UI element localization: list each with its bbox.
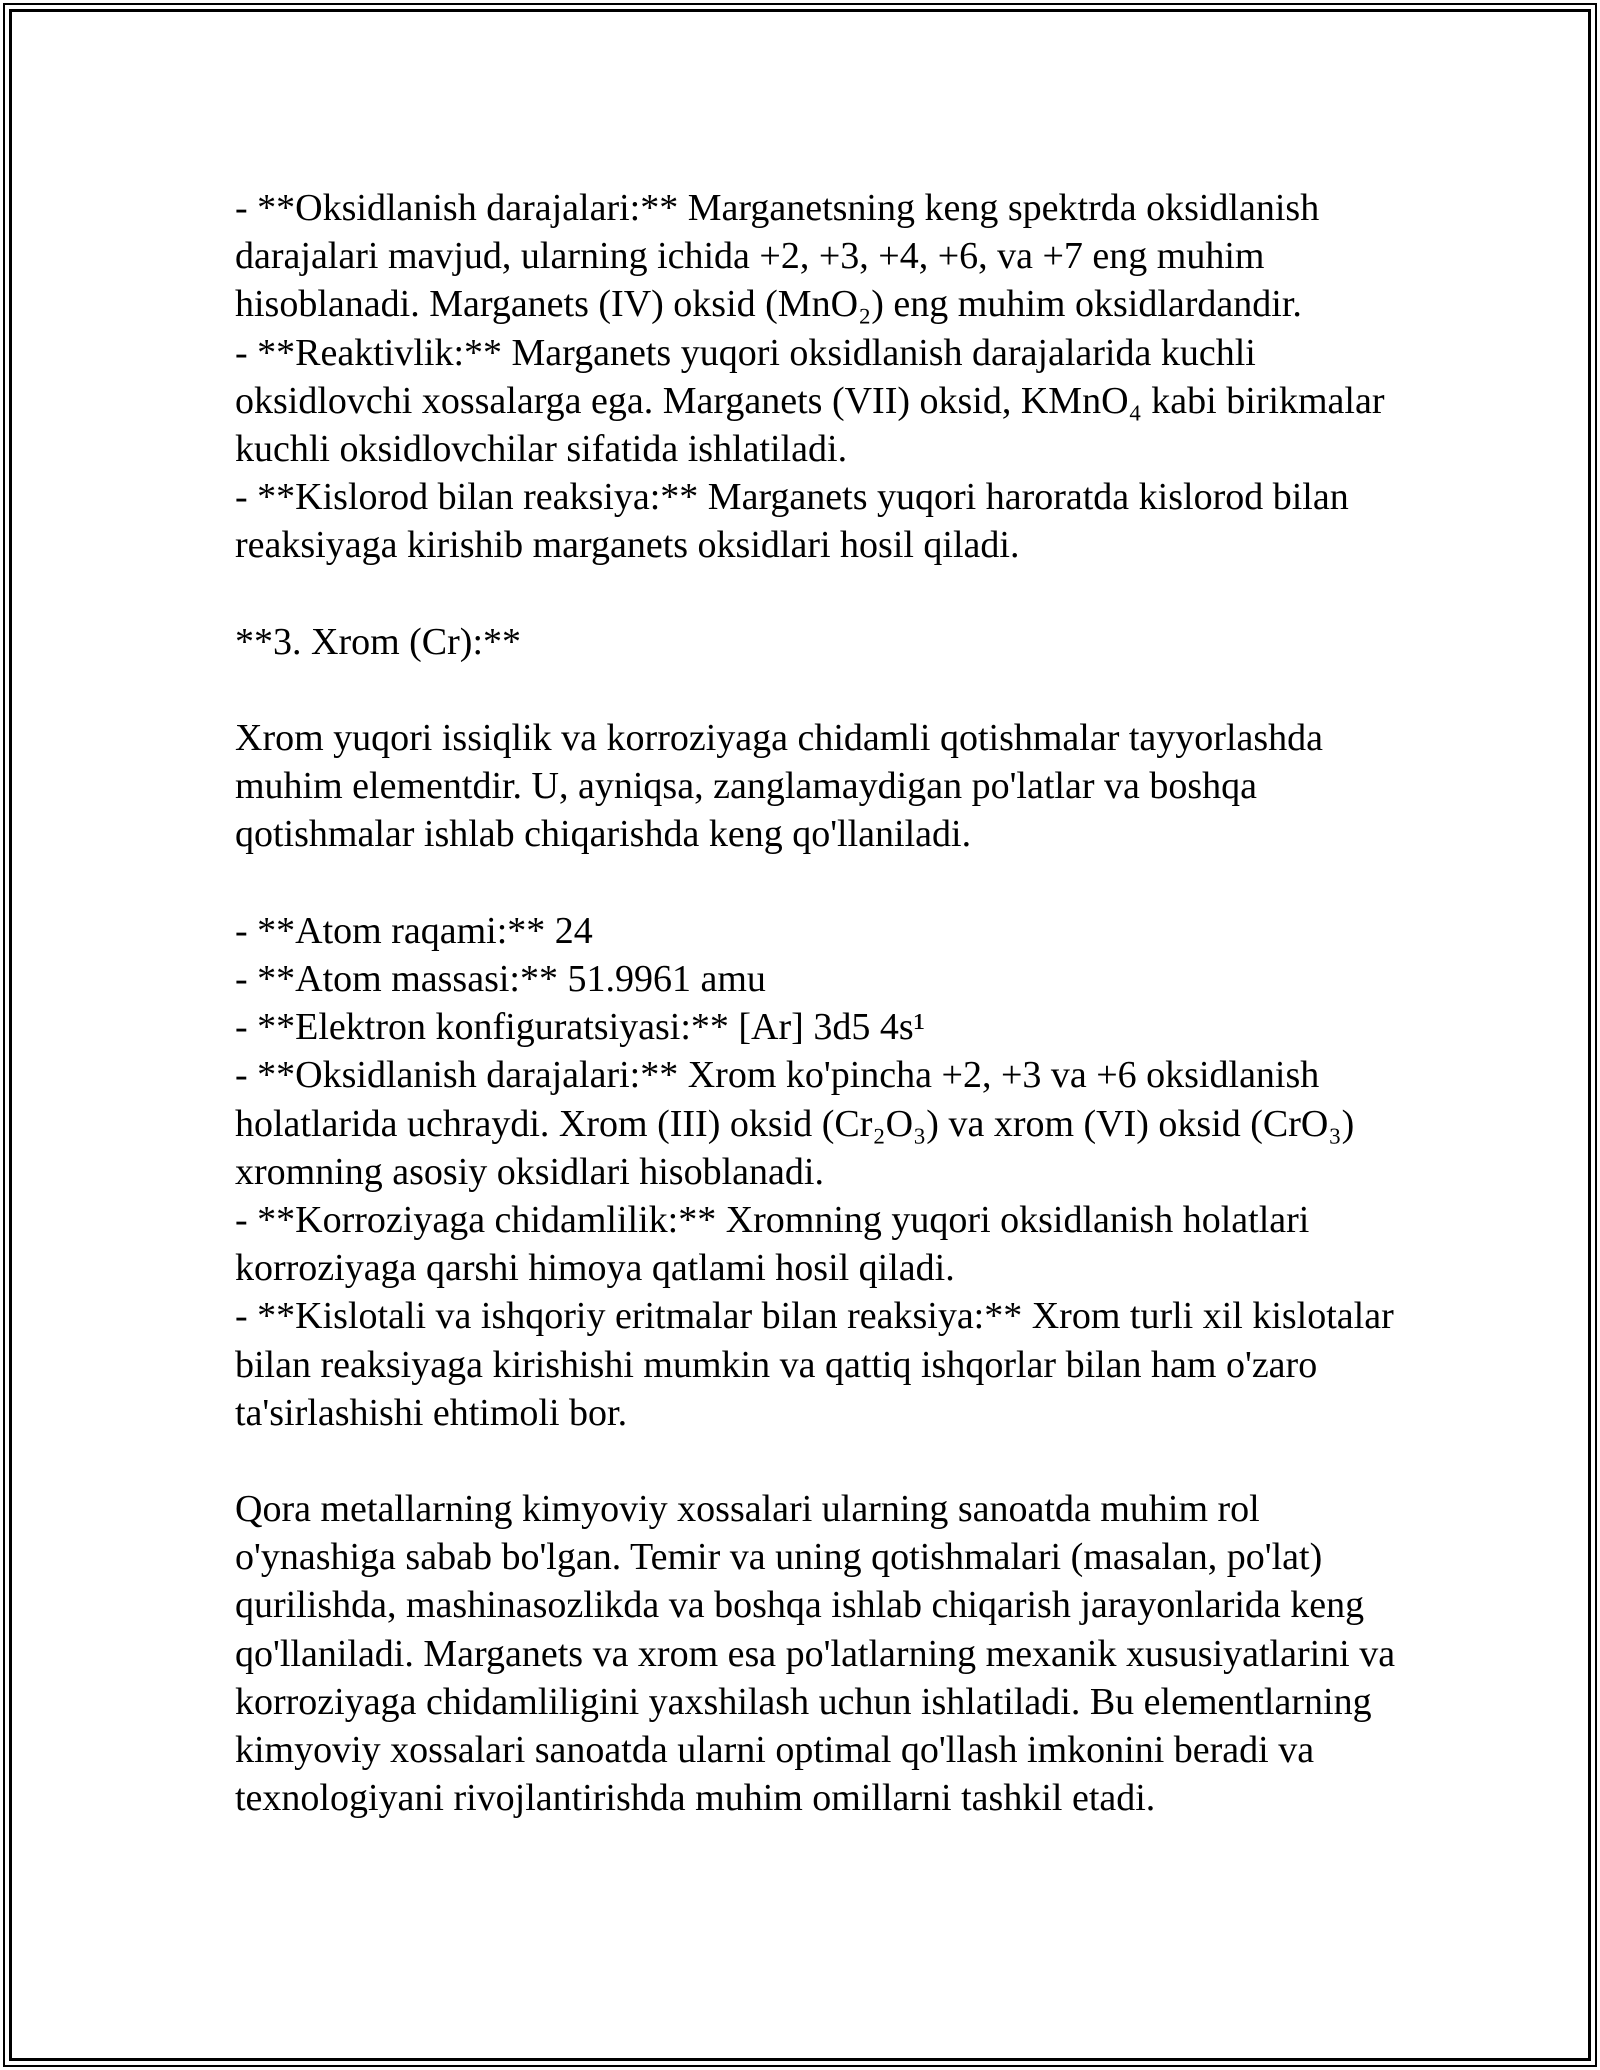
paragraph-conclusion <box>235 1485 1515 1822</box>
text-line: - **Kislotali va ishqoriy eritmalar bilan reaksiya:** Xrom turli xil kislotalar <box>235 1295 1394 1338</box>
text-line: - **Korroziyaga chidamlilik:** Xromning yuqori oksidlanish holatlari <box>235 1198 1310 1241</box>
text-line: hisoblanadi. Marganets (IV) oksid (MnO₂) eng muhim oksidlardandir. <box>235 283 1302 326</box>
paragraph-chromium-properties <box>235 907 1515 1437</box>
text-line: - **Reaktivlik:** Marganets yuqori oksidlanish darajalarida kuchli <box>235 331 1256 374</box>
text-line: - **Atom raqami:** 24 <box>235 909 593 952</box>
paragraph-chromium-heading <box>235 618 1515 666</box>
text-line: holatlarida uchraydi. Xrom (III) oksid (Cr₂O₃) va xrom (VI) oksid (CrO₃) <box>235 1102 1355 1145</box>
text-line: - **Kislorod bilan reaksiya:** Marganets yuqori haroratda kislorod bilan <box>235 476 1349 519</box>
text-line: qotishmalar ishlab chiqarishda keng qo'llaniladi. <box>235 813 972 856</box>
text-line: darajalari mavjud, ularning ichida +2, +3, +4, +6, va +7 eng muhim <box>235 235 1265 278</box>
text-line: ta'sirlashishi ehtimoli bor. <box>235 1391 628 1434</box>
text-line: muhim elementdir. U, ayniqsa, zanglamaydigan po'latlar va boshqa <box>235 765 1258 808</box>
text-line: kuchli oksidlovchilar sifatida ishlatiladi. <box>235 427 848 470</box>
paragraph-chromium-intro <box>235 714 1515 859</box>
text-line: korroziyaga qarshi himoya qatlami hosil qiladi. <box>235 1247 955 1290</box>
text-line: - **Oksidlanish darajalari:** Marganetsning keng spektrda oksidlanish <box>235 187 1320 229</box>
text-line: o'ynashiga sabab bo'lgan. Temir va uning qotishmalari (masalan, po'lat) <box>235 1536 1323 1579</box>
text-line: korroziyaga chidamliligini yaxshilash uchun ishlatiladi. Bu elementlarning <box>235 1680 1372 1723</box>
text-line: - **Oksidlanish darajalari:** Xrom ko'pincha +2, +3 va +6 oksidlanish <box>235 1054 1320 1097</box>
text-line: xromning asosiy oksidlari hisoblanadi. <box>235 1150 824 1193</box>
document-text <box>235 184 1515 1822</box>
section-heading: **3. Xrom (Cr):** <box>235 620 522 663</box>
text-line: - **Atom massasi:** 51.9961 amu <box>235 958 766 1000</box>
text-line: bilan reaksiyaga kirishishi mumkin va qattiq ishqorlar bilan ham o'zaro <box>235 1343 1318 1386</box>
text-line: Xrom yuqori issiqlik va korroziyaga chidamli qotishmalar tayyorlashda <box>235 717 1324 760</box>
text-line: - **Elektron konfiguratsiyasi:** [Ar] 3d5 4s¹ <box>235 1006 925 1049</box>
text-line: oksidlovchi xossalarga ega. Marganets (VII) oksid, KMnO₄ kabi birikmalar <box>235 379 1385 422</box>
paragraph-manganese-properties <box>235 184 1515 570</box>
text-line: qo'llaniladi. Marganets va xrom esa po'latlarning mexanik xususiyatlarini va <box>235 1632 1396 1675</box>
text-line: Qora metallarning kimyoviy xossalari ularning sanoatda muhim rol <box>235 1488 1260 1531</box>
text-line: reaksiyaga kirishib marganets oksidlari hosil qiladi. <box>235 524 1020 567</box>
text-line: kimyoviy xossalari sanoatda ularni optimal qo'llash imkonini beradi va <box>235 1729 1315 1771</box>
text-line: qurilishda, mashinasozlikda va boshqa ishlab chiqarish jarayonlarida keng <box>235 1584 1365 1627</box>
text-line: texnologiyani rivojlantirishda muhim omillarni tashkil etadi. <box>235 1777 1156 1820</box>
